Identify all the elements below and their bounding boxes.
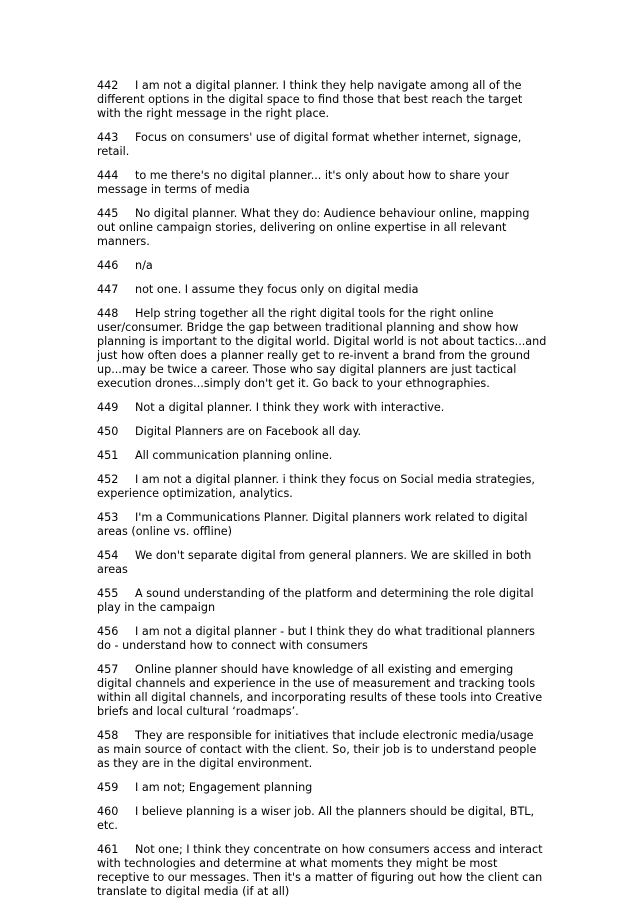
response-number: 452 [97, 473, 119, 486]
response-number: 451 [97, 449, 119, 462]
response-text: They are responsible for initiatives that include electronic media/usage as main source of contact with the client. So, their job is to understand people as they are in the digital environment. [97, 729, 537, 770]
response-text: n/a [135, 259, 153, 272]
response-number: 448 [97, 307, 119, 320]
response-entry [97, 307, 549, 391]
response-number: 453 [97, 511, 119, 524]
response-entry [97, 473, 549, 501]
response-number: 460 [97, 805, 119, 818]
response-entry [97, 131, 549, 159]
response-text: I believe planning is a wiser job. All the planners should be digital, BTL, etc. [97, 805, 535, 832]
response-text: A sound understanding of the platform and determining the role digital play in the campaign [97, 587, 534, 614]
response-text: No digital planner. What they do: Audience behaviour online, mapping out online campaign stories, delivering on online expertise in all relevant manners. [97, 207, 530, 248]
response-entry [97, 781, 549, 795]
response-entry [97, 587, 549, 615]
response-text: not one. I assume they focus only on digital media [135, 283, 419, 296]
response-entry [97, 283, 549, 297]
response-number: 459 [97, 781, 119, 794]
response-text: Not a digital planner. I think they work with interactive. [135, 401, 445, 414]
response-entry [97, 207, 549, 249]
response-number: 450 [97, 425, 119, 438]
response-text: Help string together all the right digital tools for the right online user/consumer. Bridge the gap between traditional planning and show how planning is important to the digital world. Digital world is not about tactics...and just how often does a planner really get to re-invent a brand from the ground up...may be twice a career. Those who say digital planners are just tactical execution drones...simply don't get it. Go back to your ethnographies. [97, 307, 547, 390]
response-list [97, 79, 549, 909]
response-entry [97, 625, 549, 653]
response-number: 457 [97, 663, 119, 676]
response-number: 447 [97, 283, 119, 296]
response-entry [97, 425, 549, 439]
response-entry [97, 259, 549, 273]
response-entry [97, 663, 549, 719]
response-entry [97, 549, 549, 577]
response-text: I am not a digital planner. I think they help navigate among all of the different options in the digital space to find those that best reach the target with the right message in the right place. [97, 79, 523, 120]
response-text: I am not; Engagement planning [135, 781, 313, 794]
response-text: Not one; I think they concentrate on how consumers access and interact with technologies and determine at what moments they might be most receptive to our messages. Then it's a matter of figuring out how the client can translate to digital media (if at all) [97, 843, 543, 898]
response-entry [97, 169, 549, 197]
response-text: We don't separate digital from general planners. We are skilled in both areas [97, 549, 532, 576]
response-number: 456 [97, 625, 119, 638]
response-number: 449 [97, 401, 119, 414]
response-text: I am not a digital planner. i think they focus on Social media strategies, experience optimization, analytics. [97, 473, 535, 500]
response-text: Digital Planners are on Facebook all day. [135, 425, 362, 438]
response-entry [97, 449, 549, 463]
response-text: I am not a digital planner - but I think they do what traditional planners do - understand how to connect with consumers [97, 625, 535, 652]
response-number: 442 [97, 79, 119, 92]
response-entry [97, 843, 549, 899]
response-entry [97, 79, 549, 121]
response-entry [97, 401, 549, 415]
response-text: I'm a Communications Planner. Digital planners work related to digital areas (online vs. offline) [97, 511, 528, 538]
response-text: All communication planning online. [135, 449, 333, 462]
response-number: 455 [97, 587, 119, 600]
response-number: 445 [97, 207, 119, 220]
response-entry [97, 729, 549, 771]
response-number: 461 [97, 843, 119, 856]
response-text: Online planner should have knowledge of all existing and emerging digital channels and experience in the use of measurement and tracking tools within all digital channels, and incorporating results of these tools into Creative briefs and local cultural ‘roadmaps’. [97, 663, 543, 718]
response-number: 458 [97, 729, 119, 742]
response-number: 446 [97, 259, 119, 272]
response-number: 444 [97, 169, 119, 182]
response-number: 443 [97, 131, 119, 144]
response-entry [97, 805, 549, 833]
response-entry [97, 511, 549, 539]
response-text: Focus on consumers' use of digital format whether internet, signage, retail. [97, 131, 522, 158]
response-text: to me there's no digital planner... it's only about how to share your message in terms of media [97, 169, 510, 196]
response-number: 454 [97, 549, 119, 562]
